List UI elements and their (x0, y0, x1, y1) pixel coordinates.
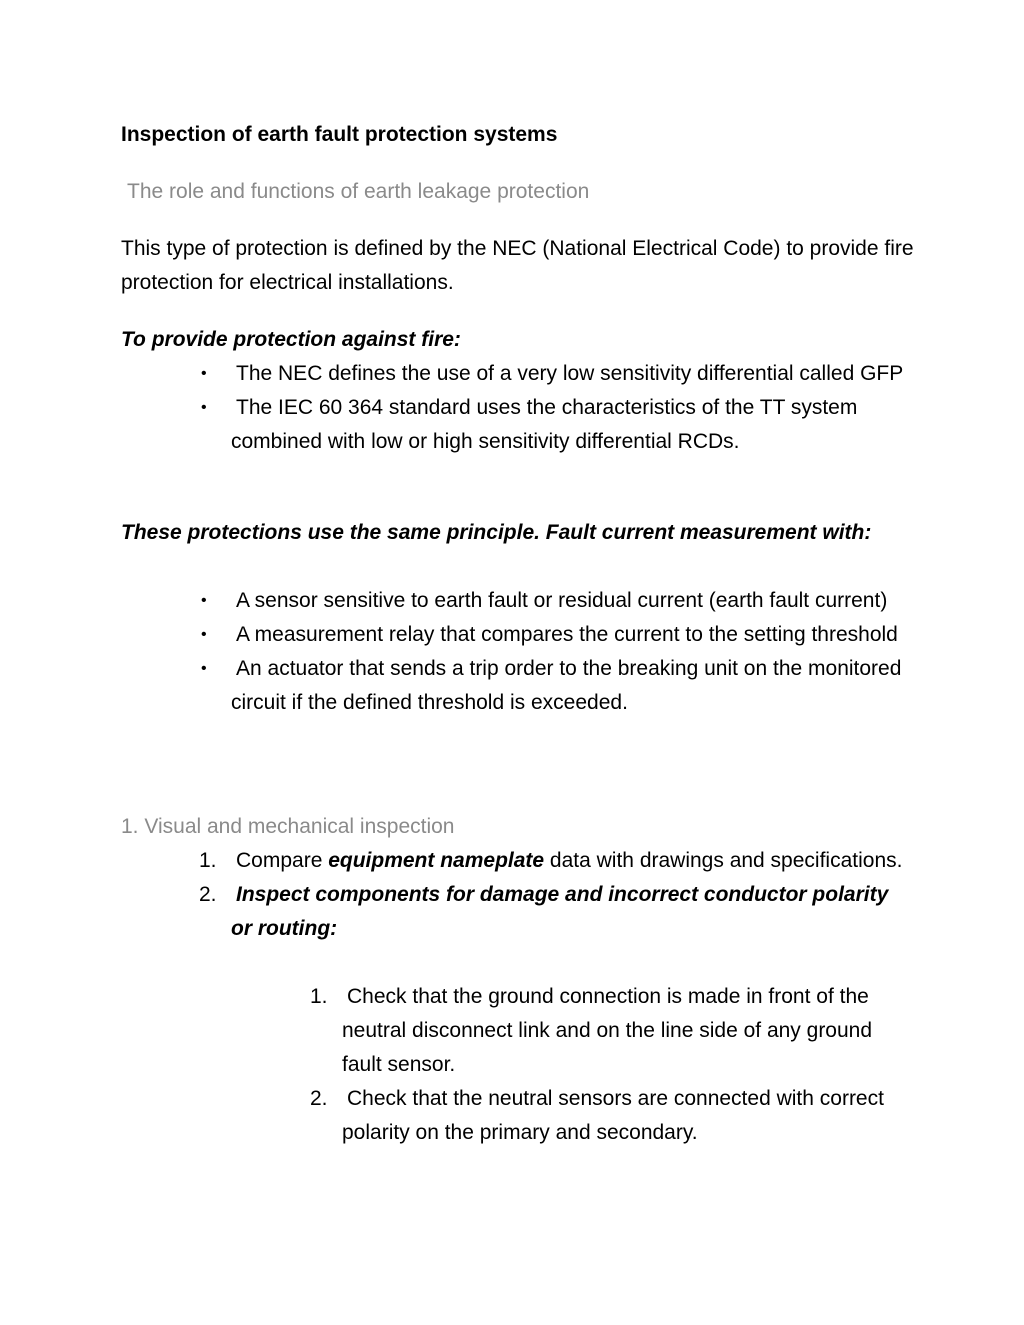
intro-paragraph: This type of protection is defined by the NEC (National Electrical Code) to provide fire protection for electrical installations. (121, 237, 914, 294)
list-item (201, 391, 911, 459)
list-item (199, 844, 911, 878)
bullet-icon: • (201, 399, 207, 416)
list-item-text: A sensor sensitive to earth fault or residual current (earth fault current) (236, 589, 888, 612)
fire-section-heading: To provide protection against fire: (121, 328, 461, 351)
bullet-icon: • (201, 660, 207, 677)
step-number: 1. (199, 849, 217, 872)
step-text-suffix: data with drawings and specifications. (544, 849, 903, 872)
list-item (199, 878, 911, 946)
list-item (201, 652, 911, 720)
list-item-text: An actuator that sends a trip order to the breaking unit on the monitored circuit if the defined threshold is exceeded. (231, 657, 902, 714)
inspection-substeps-list (310, 980, 912, 1150)
list-item-text: The NEC defines the use of a very low sensitivity differential called GFP (236, 362, 904, 385)
step-text: Inspect components for damage and incorrect conductor polarity or routing: (231, 883, 889, 940)
bullet-icon: • (201, 592, 207, 609)
substep-number: 2. (310, 1087, 328, 1110)
subheading-role: The role and functions of earth leakage protection (127, 180, 590, 203)
list-item (310, 980, 912, 1082)
step-text-emphasis: equipment nameplate (328, 849, 545, 872)
list-item (310, 1082, 912, 1150)
inspection-steps-list (199, 844, 911, 946)
inspection-section-heading: 1. Visual and mechanical inspection (121, 815, 455, 838)
bullet-icon: • (201, 626, 207, 643)
list-item-text: The IEC 60 364 standard uses the characteristics of the TT system combined with low or high sensitivity differential RCDs. (231, 396, 858, 453)
list-item (201, 357, 911, 391)
step-number: 2. (199, 883, 217, 906)
substep-text: Check that the neutral sensors are connected with correct polarity on the primary and secondary. (342, 1087, 884, 1144)
list-item-text: A measurement relay that compares the current to the setting threshold (236, 623, 898, 646)
bullet-icon: • (201, 365, 207, 382)
principle-list (201, 584, 911, 720)
list-item (201, 618, 911, 652)
fire-protection-list (201, 357, 911, 459)
step-text-prefix: Compare (236, 849, 329, 872)
list-item (201, 584, 911, 618)
step-text (231, 849, 902, 872)
document-title: Inspection of earth fault protection systems (121, 123, 558, 146)
principle-section-heading: These protections use the same principle. Fault current measurement with: (121, 521, 872, 544)
substep-text: Check that the ground connection is made in front of the neutral disconnect link and on the line side of any ground fault sensor. (342, 985, 873, 1076)
substep-number: 1. (310, 985, 328, 1008)
